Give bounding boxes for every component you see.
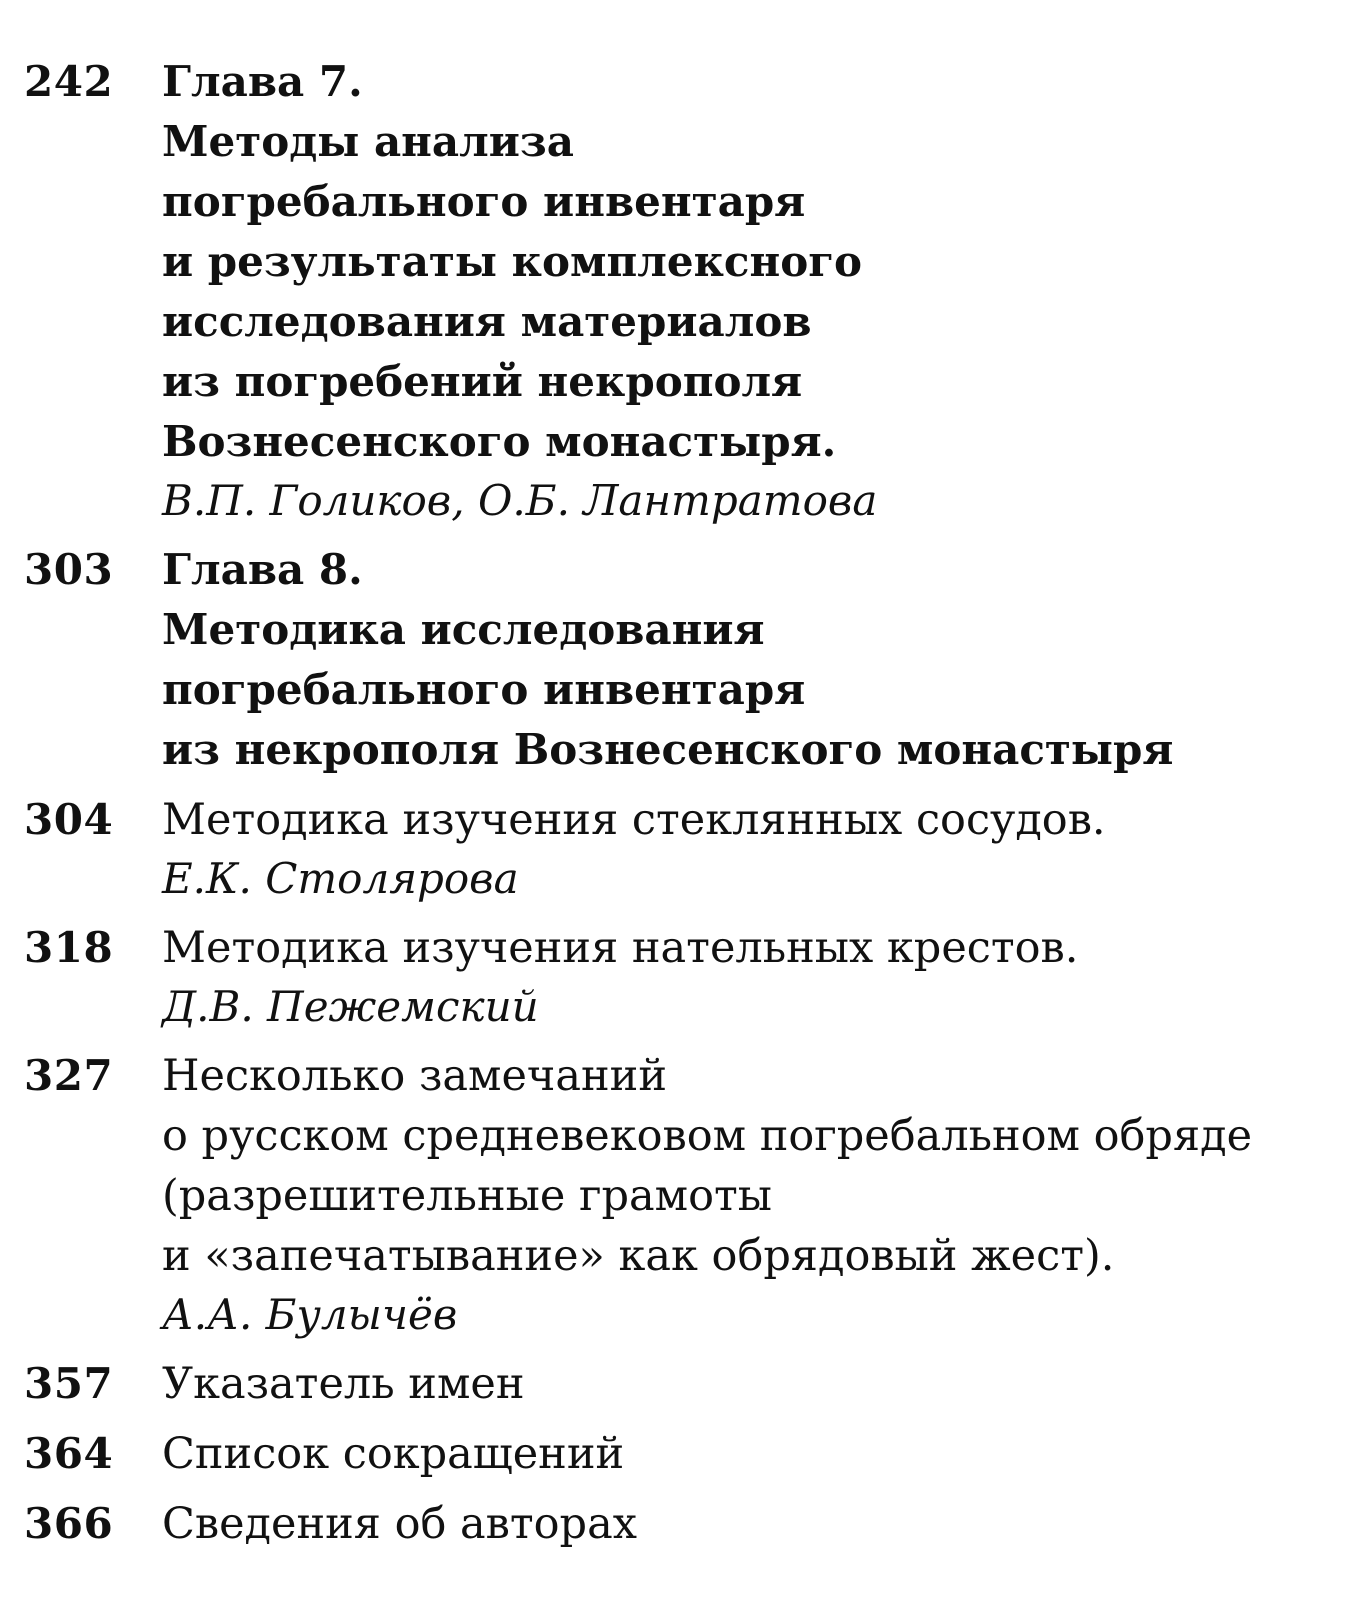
toc-entry	[24, 918, 1334, 1036]
toc-entry-text	[162, 540, 1334, 780]
toc-entry-title: Сведения об авторах	[162, 1499, 637, 1549]
toc-entry-text	[162, 918, 1334, 1036]
toc-entry	[24, 1046, 1334, 1344]
toc-entry-title-line: Методика исследования	[162, 605, 765, 654]
toc-entry-title-line: и результаты комплексного	[162, 237, 862, 286]
toc-entry-title: Методика изучения нательных крестов.	[162, 923, 1079, 973]
toc-page-number: 242	[24, 57, 114, 106]
toc-entry-author: Е.К. Столярова	[162, 854, 519, 903]
toc-entry-title: Глава 7.	[162, 57, 363, 106]
toc-entry	[24, 1354, 1334, 1414]
toc-entry	[24, 52, 1334, 530]
toc-entry	[24, 1424, 1334, 1484]
toc-page-number: 318	[24, 923, 114, 972]
toc-entry-title: Указатель имен	[162, 1359, 525, 1409]
toc-entry-title-line: Вознесенского монастыря.	[162, 417, 837, 466]
toc-page-number: 303	[24, 545, 114, 594]
toc-page-number: 304	[24, 795, 114, 844]
toc-entry-title-line: Методы анализа	[162, 117, 574, 166]
toc-entry-title-line: о русском средневековом погребальном обряде	[162, 1111, 1253, 1161]
toc-entry-text	[162, 52, 1334, 530]
toc-entry-title: Список сокращений	[162, 1429, 625, 1479]
toc-entry-text	[162, 1046, 1334, 1344]
toc-page-number: 327	[24, 1051, 114, 1100]
toc-entry	[24, 1494, 1334, 1554]
toc-entry-author: А.А. Булычёв	[162, 1290, 458, 1339]
toc-entry-text	[162, 790, 1334, 908]
toc-entry-title-line: исследования материалов	[162, 297, 812, 346]
toc-entry-author: Д.В. Пежемский	[162, 982, 539, 1031]
toc-entry-title-line: погребального инвентаря	[162, 665, 806, 714]
toc-entry-title: Методика изучения стеклянных сосудов.	[162, 795, 1106, 845]
table-of-contents	[24, 52, 1334, 1554]
toc-entry	[24, 790, 1334, 908]
toc-entry-author: В.П. Голиков, О.Б. Лантратова	[162, 476, 878, 525]
toc-page-number: 364	[24, 1429, 114, 1478]
toc-entry-title-line: (разрешительные грамоты	[162, 1171, 772, 1221]
toc-entry-title-line: и «запечатывание» как обрядовый жест).	[162, 1231, 1115, 1281]
toc-page-number: 357	[24, 1359, 114, 1408]
toc-entry-title-line: из некрополя Вознесенского монастыря	[162, 725, 1174, 774]
toc-entry-text	[162, 1354, 1334, 1414]
toc-entry-title-line: погребального инвентаря	[162, 177, 806, 226]
toc-entry-title: Глава 8.	[162, 545, 363, 594]
toc-entry	[24, 540, 1334, 780]
toc-entry-text	[162, 1494, 1334, 1554]
toc-entry-title-line: из погребений некрополя	[162, 357, 803, 406]
toc-entry-title: Несколько замечаний	[162, 1051, 667, 1101]
toc-entry-text	[162, 1424, 1334, 1484]
toc-page-number: 366	[24, 1499, 114, 1548]
